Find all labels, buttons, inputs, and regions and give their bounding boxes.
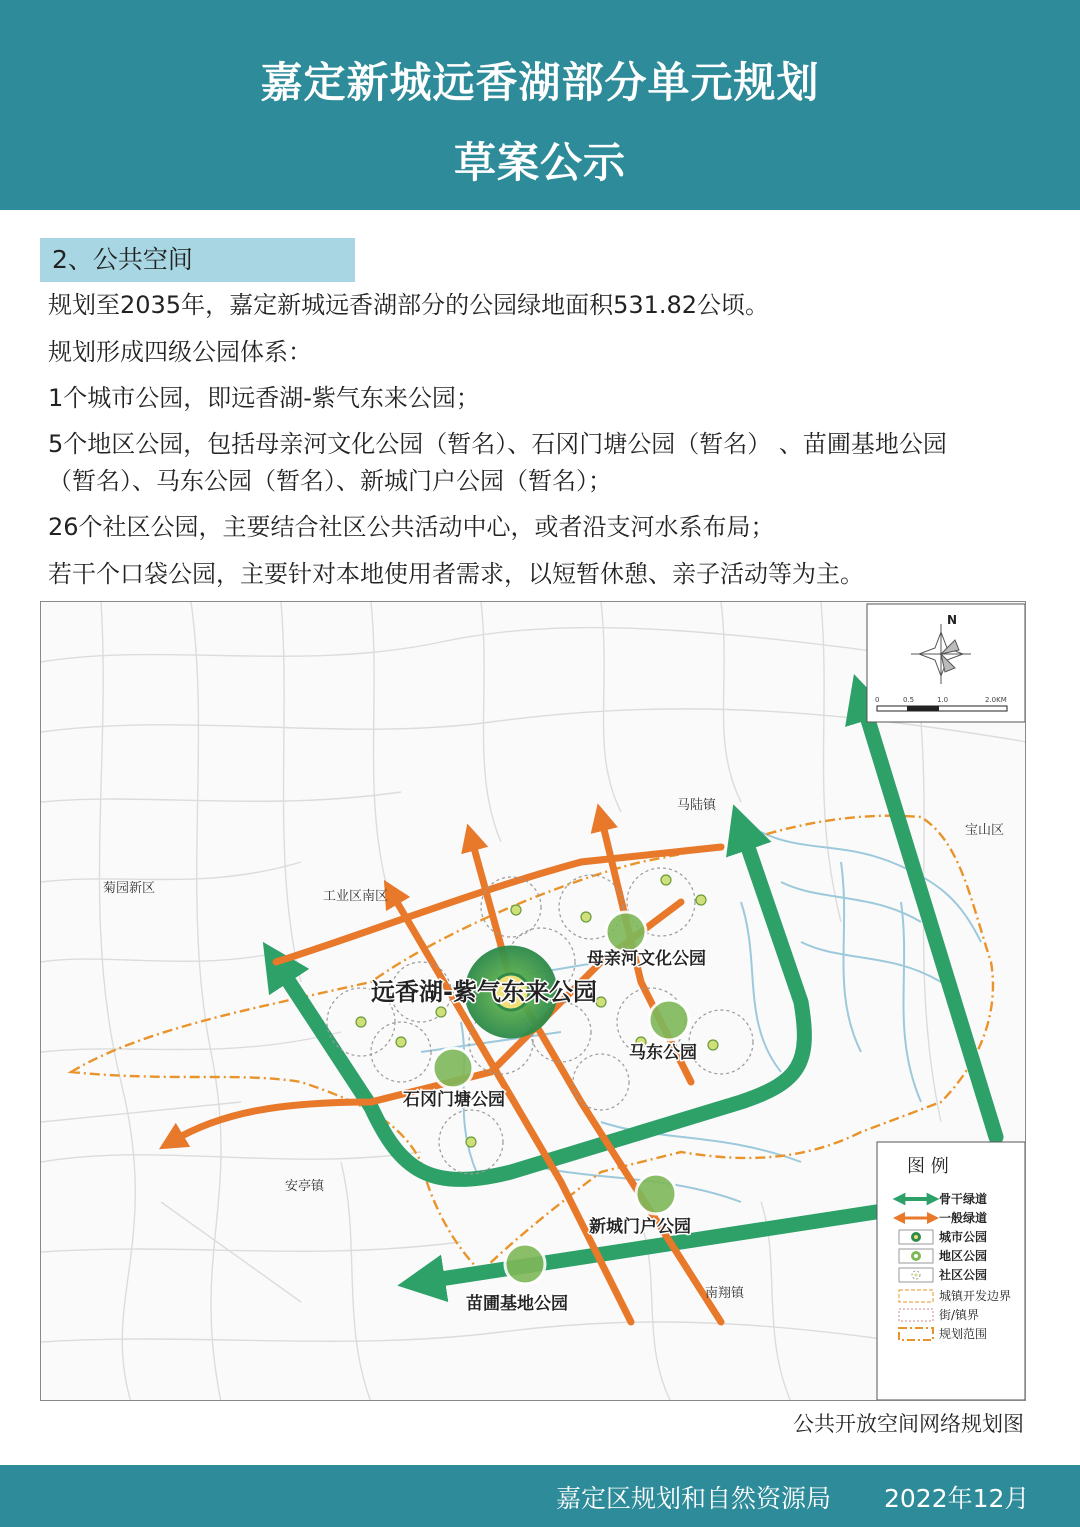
legend-item-district-park [899,1248,987,1263]
greenway-east [861,697,996,1137]
paragraph-area: 规划至2035年，嘉定新城远香湖部分的公园绿地面积531.82公顷。 [48,291,770,319]
legend-item-city-park [899,1229,987,1244]
svg-text:骨干绿道: 骨干绿道 [939,1192,988,1206]
legend-item-planning-range [899,1326,987,1341]
svg-text:规划范围: 规划范围 [939,1327,988,1341]
svg-text:城市公园: 城市公园 [939,1230,988,1244]
svg-text:城镇开发边界: 城镇开发边界 [939,1289,1012,1303]
paragraph-district-parks-cont: （暂名）、马东公园（暂名）、新城门户公园（暂名）； [48,467,612,495]
map-canvas [41,602,1026,1401]
map-caption: 公共开放空间网络规划图 [793,1412,1024,1436]
footer-date: 2022年12月 [884,1484,1030,1513]
header-banner [0,0,1080,210]
paragraph-city-park: 1个城市公园，即远香湖-紫气东来公园； [48,384,480,412]
label-menhu-park: 新城门户公园 [589,1217,691,1237]
footer-org: 嘉定区规划和自然资源局 [556,1484,832,1513]
svg-text:街/镇界: 街/镇界 [939,1308,980,1322]
svg-text:社区公园: 社区公园 [939,1268,988,1282]
scale-tick-0: 0 [875,696,880,704]
north-label: N [947,613,958,627]
paragraph-district-parks: 5个地区公园，包括母亲河文化公园（暂名）、石冈门塘公园（暂名） 、苗圃基地公园 [48,430,947,458]
park-network-map [40,601,1026,1401]
label-muqinhe-park: 母亲河文化公园 [587,949,706,969]
map-legend [877,1142,1025,1400]
footer-banner [0,1465,1080,1527]
svg-text:一般绿道: 一般绿道 [939,1211,988,1225]
paragraph-system: 规划形成四级公园体系： [48,338,312,366]
label-gongye: 工业区南区 [323,889,389,904]
paragraph-community-parks: 26个社区公园，主要结合社区公共活动中心，或者沿支河水系布局； [48,513,775,541]
label-miaopu-park: 苗圃基地公园 [466,1294,568,1314]
legend-item-community-park [899,1267,987,1282]
label-anting: 安亭镇 [285,1179,325,1194]
compass-box [867,604,1025,722]
scale-tick-2: 1.0 [937,696,949,704]
label-shigang-park: 石冈门塘公园 [403,1090,505,1110]
section-heading: 2、公共空间 [40,238,355,282]
page-title: 嘉定新城远香湖部分单元规划 [260,58,820,107]
label-madong-park: 马东公园 [629,1043,697,1063]
scale-tick-3: 2.0KM [985,696,1007,704]
scale-tick-1: 0.5 [903,696,915,704]
label-baoshan: 宝山区 [965,823,1005,838]
label-city-park: 远香湖-紫气东来公园 [371,978,597,1006]
label-nanxiang: 南翔镇 [705,1286,745,1301]
legend-title: 图 例 [907,1156,949,1177]
paragraph-pocket-parks: 若干个口袋公园，主要针对本地使用者需求，以短暂休憩、亲子活动等为主。 [48,560,864,588]
label-juyuan: 菊园新区 [103,881,156,896]
legend-item-dev-boundary [899,1288,1011,1303]
page-subtitle: 草案公示 [453,138,626,187]
legend-item-town-boundary [899,1307,979,1322]
label-maluzhen: 马陆镇 [677,798,717,813]
svg-text:地区公园: 地区公园 [939,1249,988,1263]
